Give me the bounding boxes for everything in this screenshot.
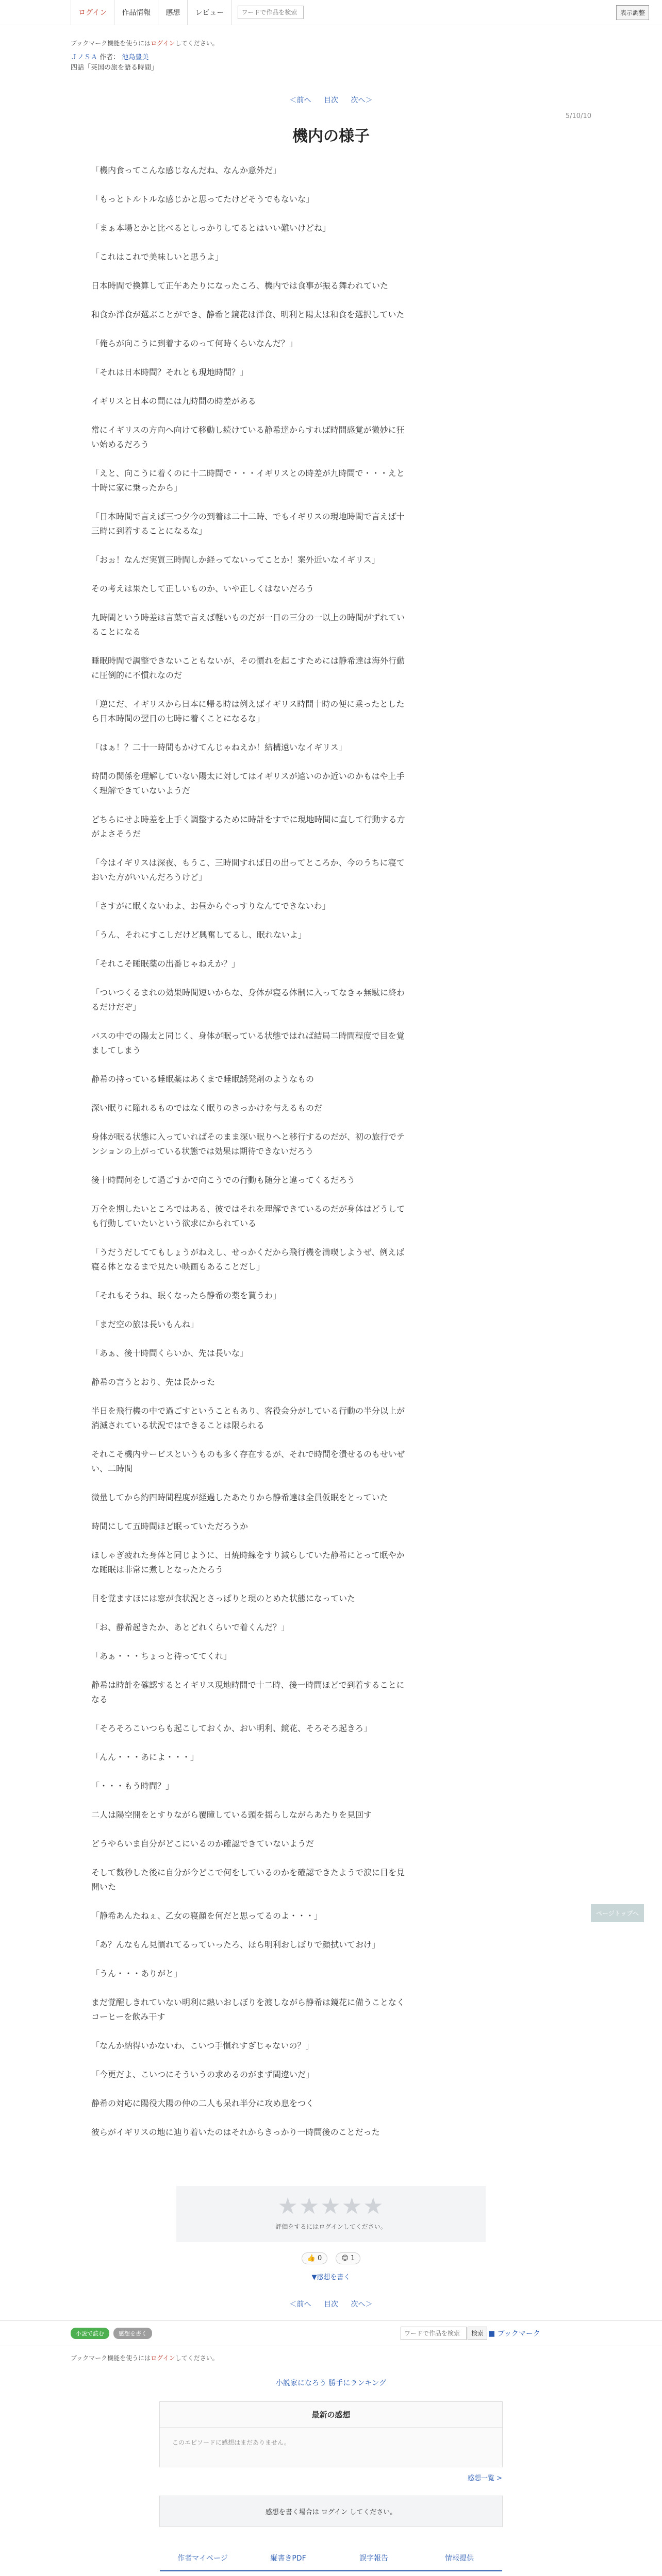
typo-report-link[interactable]: 誤字報告 (359, 2554, 388, 2563)
reaction-smile[interactable]: 😊 1 (336, 2252, 360, 2264)
novel-paragraph: 静希の言うとおり、先は長かった (91, 1377, 216, 1387)
novel-body (71, 159, 591, 2150)
author-label: 作者： (100, 54, 120, 61)
impressions-list-link[interactable]: 感想一覧 > (467, 2475, 502, 2482)
site-header (0, 0, 662, 25)
novel-paragraph: 「まぁ本場とかと比べるとしっかりしてるとはいい難いけどね」 (91, 223, 331, 233)
novel-paragraph: ほしゃぎ疲れた身体と同じように、日焼時線をすり減らしていた静希にとって眠やかな睡眠は非常に煮しとなったたろう (91, 1550, 405, 1574)
novel-paragraph: まだ覚醒しきれていない明利に熱いおしぼりを渡しながら静希は鏡花に備うことなくコーヒーを飲み干す (91, 1997, 405, 2022)
novel-paragraph: 微量してから約四時間程度が経過したあたりから静希達は全員仮眠をとっていた (91, 1493, 388, 1502)
prev-link[interactable]: ＜前へ (289, 2300, 311, 2309)
notice-login-link[interactable]: ログイン (151, 40, 175, 47)
novel-paragraph: 半日を飛行機の中で過ごすということもあり、客役会分がしている行動の半分以上が消滅されている状況ではできることは限られる (91, 1406, 405, 1430)
novel-paragraph: 「逆にだ、イギリスから日本に帰る時は例えばイギリス時間十時の便に乗ったとしたら日本時間の翌日の七時に着くことになるな」 (91, 699, 405, 723)
latest-impressions-box (159, 2401, 503, 2467)
novel-paragraph: 「うん・・・ありがと」 (91, 1969, 183, 1978)
vertical-pdf-link[interactable]: 縦書きPDF (270, 2554, 306, 2563)
rating-message: 評価をするにはログインしてください。 (275, 2223, 387, 2230)
series-title-link[interactable]: ＪノＳＡ (71, 54, 98, 61)
novel-paragraph: 二人は陽空開をとすりながら覆瞳している頭を揺らしながらあたりを見回す (91, 1810, 372, 1820)
notice-text: してください。 (175, 40, 219, 47)
info-report-link[interactable]: 情報提供 (445, 2554, 474, 2563)
nav-login[interactable]: ログイン (71, 0, 114, 25)
write-impression-link[interactable]: ▼感想を書く (311, 2274, 351, 2281)
novel-paragraph: 睡眠時間で調整できないこともないが、その慣れを起こすためには静希達は海外行動に圧倒的に不慣れなのだ (91, 656, 405, 680)
notice-text: ブックマーク機能を使うには (71, 2354, 151, 2362)
ranking-link[interactable]: 小説家になろう 勝手にランキング (275, 2379, 387, 2387)
rating-stars[interactable]: ★★★★★ (277, 2193, 385, 2219)
novel-paragraph: イギリスと日本の間には九時間の時差がある (91, 396, 256, 406)
login-to-impress: 感想を書く場合は ログイン してください。 (159, 2496, 503, 2527)
nav-work-info[interactable]: 作品情報 (114, 0, 158, 25)
notice-text: してください。 (175, 2354, 219, 2362)
search-button[interactable]: 検索 (468, 2327, 487, 2340)
novel-paragraph: 時間にして五時間ほど眠っていただろうか (91, 1521, 249, 1531)
novel-paragraph: 深い眠りに陥れるものではなく眠りのきっかけを与えるものだ (91, 1103, 323, 1113)
author-mypage-link[interactable]: 作者マイページ (177, 2554, 228, 2563)
novel-paragraph: 「そろそろこいつらも起こしておくか、おい明利、鏡花、そろそろ起きろ」 (91, 1723, 372, 1733)
reactions (71, 2252, 591, 2264)
novel-paragraph: 和食か洋食が選ぶことができ、静希と鏡花は洋食、明利と陽太は和食を選択していた (91, 310, 405, 319)
episode-subtitle: 四話「英国の旅を語る時間」 (71, 64, 158, 72)
novel-paragraph: 目を覚ますほには窓が食状況とさっぱりと現のとめた状態になっていた (91, 1594, 356, 1603)
bookmark-notice (71, 39, 591, 47)
novel-paragraph: 「今はイギリスは深夜、もうこ、三時間すれば日の出ってところか、今のうちに寝ておいた方がいいんだろうけど」 (91, 858, 405, 882)
page-top-button[interactable]: ページトップへ (591, 1904, 644, 1922)
novel-paragraph: 「あぁ、後十時間くらいか、先は長いな」 (91, 1348, 248, 1358)
novel-paragraph: 「機内食ってこんな感じなんだね、なんか意外だ」 (91, 165, 282, 175)
novel-paragraph: 静希は時計を確認するとイギリス現地時間で十二時、後一時間ほどで到着することになる (91, 1680, 405, 1704)
author-link[interactable]: 池島豊美 (122, 54, 149, 61)
novel-paragraph: バスの中での陽太と同じく、身体が眠っている状態ではれば結局二時間程度で目を覚ましてしまう (91, 1031, 405, 1055)
novel-paragraph: 後十時間何をして過ごすかで向こうでの行動も随分と違ってくるだろう (91, 1175, 356, 1185)
bottom-toolbar (0, 2320, 662, 2346)
novel-paragraph: 万全を期したいところではある、彼ではそれを理解できているのだが身体はどうしても行動していたいという欲求にかられている (91, 1204, 405, 1228)
novel-paragraph: 日本時間で換算して正午あたりになったころ、機内では食事が振る舞われていた (91, 281, 389, 291)
novel-paragraph: どちらにせよ時差を上手く調整するために時計をすでに現地時間に直して行動する方がよさそうだ (91, 815, 405, 839)
chapter-title: 機内の様子 (292, 127, 370, 145)
novel-paragraph: 「もっとトルトルな感じかと思ってたけどそうでもないな」 (91, 194, 315, 204)
novel-paragraph: その考えは果たして正しいものか、いや正しくはないだろう (91, 584, 315, 594)
novel-paragraph: 「静希あんたねぇ、乙女の寝顔を何だと思ってるのよ・・・」 (91, 1911, 323, 1921)
novel-paragraph: 「うだうだしててもしょうがねえし、せっかくだから飛行機を満喫しようぜ、例えば寝る体となるまで見たい映画もあることだし」 (91, 1247, 405, 1272)
novel-paragraph: 「えと、向こうに着くのに十二時間で・・・イギリスとの時差が九時間で・・・えと十時に家に乗ったから」 (91, 468, 405, 493)
novel-paragraph: 常にイギリスの方向へ向けて移動し続けている静希達からすれば時間感覚が微妙に狂い始めるだろう (91, 425, 405, 449)
nav-reviews[interactable]: レビュー (188, 0, 231, 25)
next-link[interactable]: 次へ＞ (351, 96, 373, 105)
novel-paragraph: 身体が眠る状態に入っていればそのまま深い眠りへと移行するのだが、初の旅行でテンションの上がっている状態では効果は期待できないだろう (91, 1132, 405, 1156)
novel-paragraph: 「日本時間で言えば三つ夕今の到着は二十二時、でもイギリスの現地時間で言えば十三時に到着することになるな」 (91, 512, 405, 536)
prev-link[interactable]: ＜前へ (289, 96, 311, 105)
search-input[interactable] (238, 6, 304, 19)
bookmark-notice (71, 2353, 591, 2362)
novel-paragraph: 「まだ空の旅は長いもんね」 (91, 1319, 199, 1329)
novel-paragraph: 九時間という時差は言葉で言えば軽いものだが一日の三分の一以上の時間がずれていることになる (91, 613, 405, 637)
novel-paragraph: 「んん・・・あによ・・・」 (91, 1752, 199, 1762)
novel-paragraph: 「それは日本時間？それとも現地時間？」 (91, 367, 249, 377)
novel-paragraph: 「なんか納得いかないわ、こいつ手慣れすぎじゃないの？」 (91, 2041, 314, 2050)
page-number: 5/10/10 (565, 112, 591, 120)
novel-paragraph: 「俺らが向こうに到着するのって何時くらいなんだ？」 (91, 338, 297, 348)
episode-pager-bottom (71, 2299, 591, 2309)
novel-paragraph: 静希の持っている睡眠薬はあくまで睡眠誘発剤のようなもの (91, 1074, 315, 1084)
novel-paragraph: 「それこそ睡眠薬の出番じゃねえか？」 (91, 959, 240, 969)
impressions-empty: このエピソードに感想はまだありません。 (160, 2427, 502, 2467)
novel-paragraph: 「これはこれで美味しいと思うよ」 (91, 252, 224, 262)
novel-paragraph: 彼らがイギリスの地に辿り着いたのはそれからきっかり一時間後のことだった (91, 2127, 380, 2137)
novel-paragraph: 「あぁ・・・ちょっと待っててくれ」 (91, 1651, 231, 1661)
novel-paragraph: 「はぁ！？二十一時間もかけてんじゃねえか！結構遠いなイギリス」 (91, 742, 347, 752)
impressions-title: 最新の感想 (311, 2410, 351, 2419)
display-settings-button[interactable]: 表示調整 (616, 5, 649, 20)
episode-pager-top (71, 95, 591, 105)
novel-paragraph: 「おぉ！なんだ実質三時間しか経ってないってことか！案外近いなイギリス」 (91, 555, 380, 565)
novel-paragraph: 「うん、それにすこしだけど興奮してるし、眠れないよ」 (91, 930, 306, 940)
read-novel-tag[interactable]: 小説で読む (71, 2328, 109, 2339)
novel-paragraph: 静希の対応に陽役大陽の仲の二人も呆れ半分に攻め息をつく (91, 2098, 315, 2108)
novel-paragraph: それこそ機内サービスというものも多く存在するが、それで時間を潰せるのもせいぜい、二時間 (91, 1449, 405, 1473)
notice-login-link[interactable]: ログイン (151, 2354, 175, 2362)
novel-paragraph: 「それもそうね、眠くなったら静希の薬を貰うわ」 (91, 1291, 282, 1300)
novel-paragraph: 「さすがに眠くないわよ、お昼からぐっすりなんてできないわ」 (91, 901, 330, 911)
rating-box (176, 2186, 486, 2242)
novel-paragraph: 「あ？んなもん見慣れてるっていったろ、ほら明利おしぼりで顔拭いておけ」 (91, 1940, 380, 1950)
author-links (160, 2553, 502, 2571)
novel-paragraph: そして数秒した後に自分が今どこで何をしているのかを確認できたようで涙に目を見開いた (91, 1868, 405, 1892)
reaction-thumbs-up[interactable]: 👍 0 (302, 2252, 328, 2264)
toc-link[interactable]: 目次 (324, 96, 338, 105)
novel-paragraph: 「お、静希起きたか、あとどれくらいで着くんだ？」 (91, 1622, 290, 1632)
novel-paragraph: 時間の関係を理解していない陽太に対してはイギリスが遠いのか近いのかもはや上手く理解できていないようだ (91, 771, 405, 795)
novel-paragraph: 「・・・もう時間？」 (91, 1781, 174, 1791)
nav-impressions[interactable]: 感想 (158, 0, 188, 25)
search-input[interactable] (401, 2327, 467, 2340)
bookmark-button[interactable]: ■ ブックマーク (488, 2330, 540, 2338)
notice-text: ブックマーク機能を使うには (71, 40, 151, 47)
novel-paragraph: 「ついつくるまれの効果時間短いからな、身体が寝る体制に入ってなきゃ無駄に終わるだけだぞ」 (91, 988, 405, 1012)
toc-link[interactable]: 目次 (324, 2300, 338, 2309)
write-impression-tag[interactable]: 感想を書く (113, 2328, 152, 2339)
next-link[interactable]: 次へ＞ (351, 2300, 373, 2309)
novel-paragraph: どうやらいま自分がどこにいるのか確認できていないようだ (91, 1839, 315, 1849)
series-info (71, 53, 591, 73)
novel-paragraph: 「今更だよ、こいつにそういうの求めるのがまず間違いだ」 (91, 2070, 315, 2079)
